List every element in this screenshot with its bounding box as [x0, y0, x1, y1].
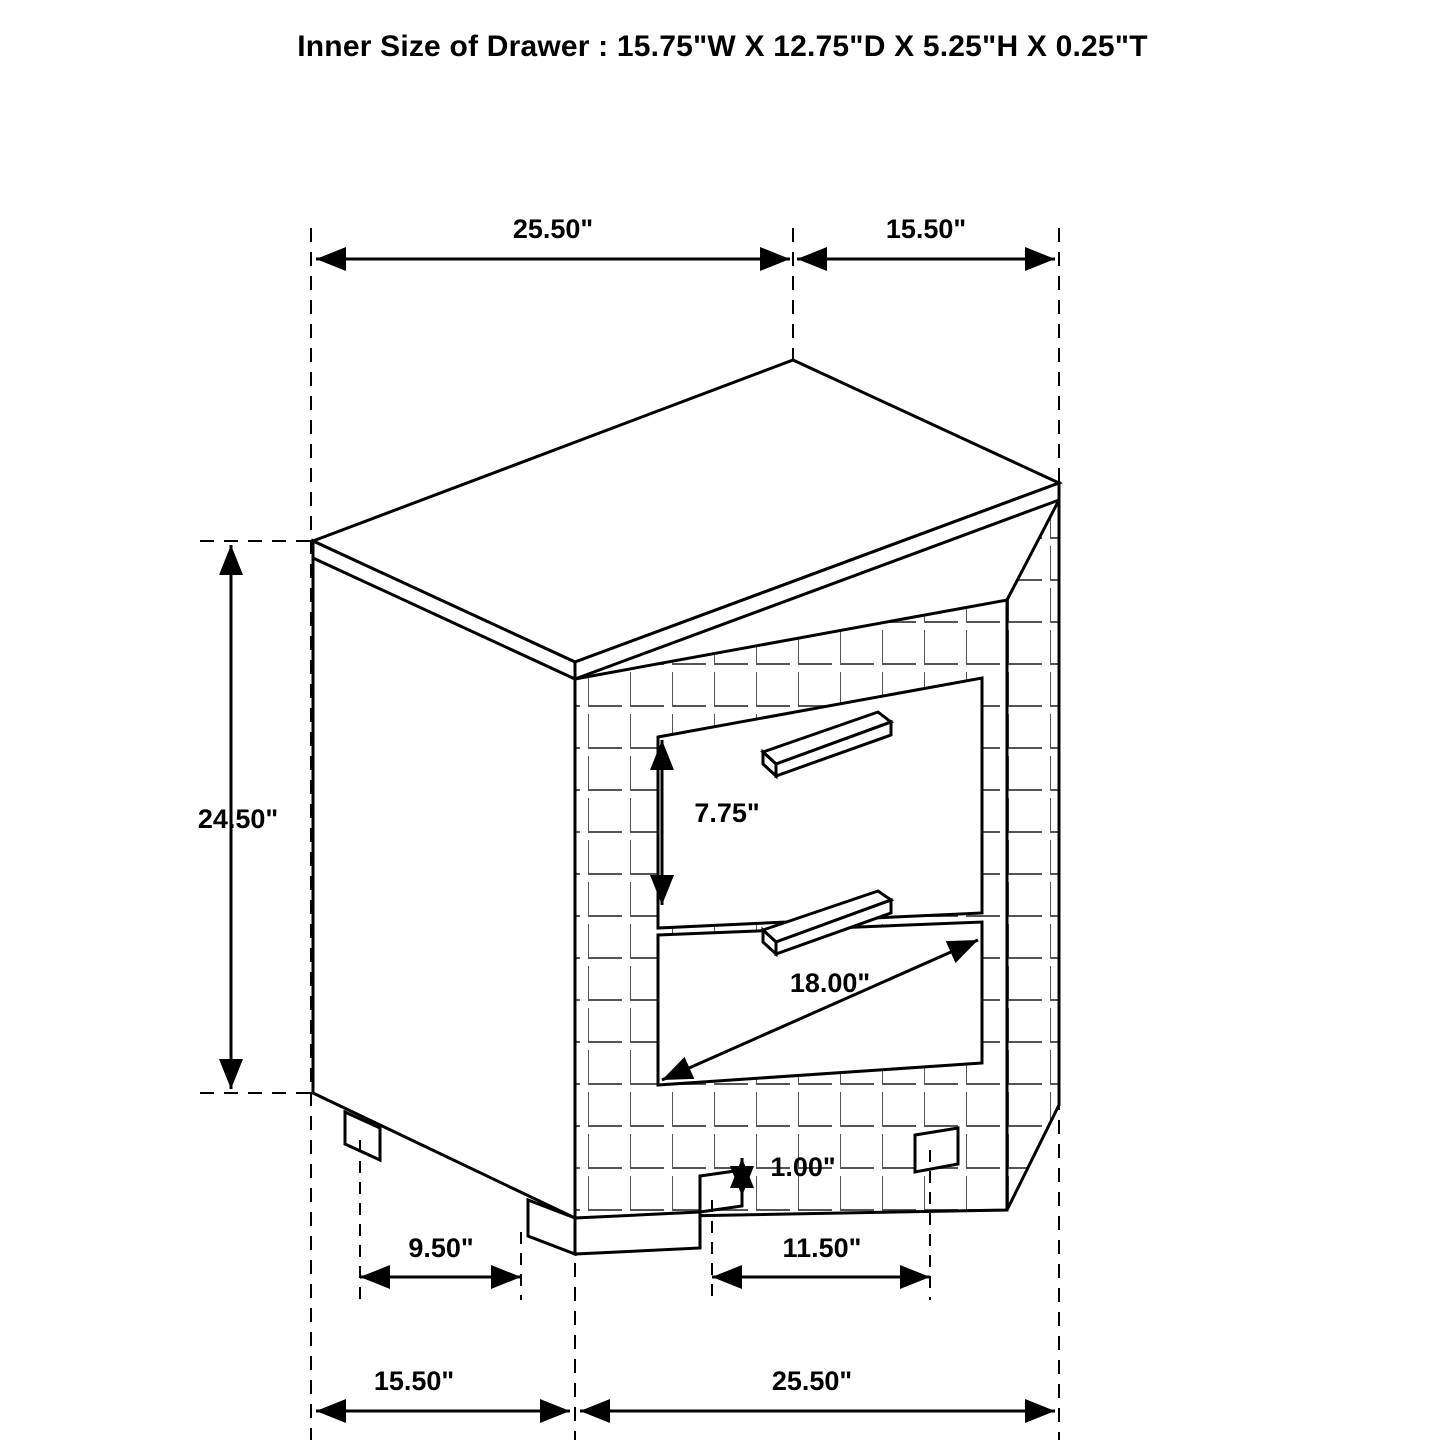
label-bottom-right: 25.50" [771, 1366, 853, 1396]
label-top-left: 25.50" [512, 214, 594, 244]
label-drawer-height: 7.75" [694, 798, 760, 828]
label-drawer-width: 18.00" [789, 968, 871, 998]
label-leg-height: 1.00" [770, 1152, 836, 1182]
label-foot-right: 11.50" [782, 1233, 862, 1263]
label-height-left: 24.50" [197, 804, 279, 834]
label-bottom-left: 15.50" [373, 1366, 455, 1396]
page-title: Inner Size of Drawer : 15.75"W X 12.75"D X 5.25"H X 0.25"T [297, 30, 1148, 63]
label-foot-left: 9.50" [408, 1233, 474, 1263]
drawer-faces [658, 678, 982, 1085]
label-top-right: 15.50" [885, 214, 967, 244]
